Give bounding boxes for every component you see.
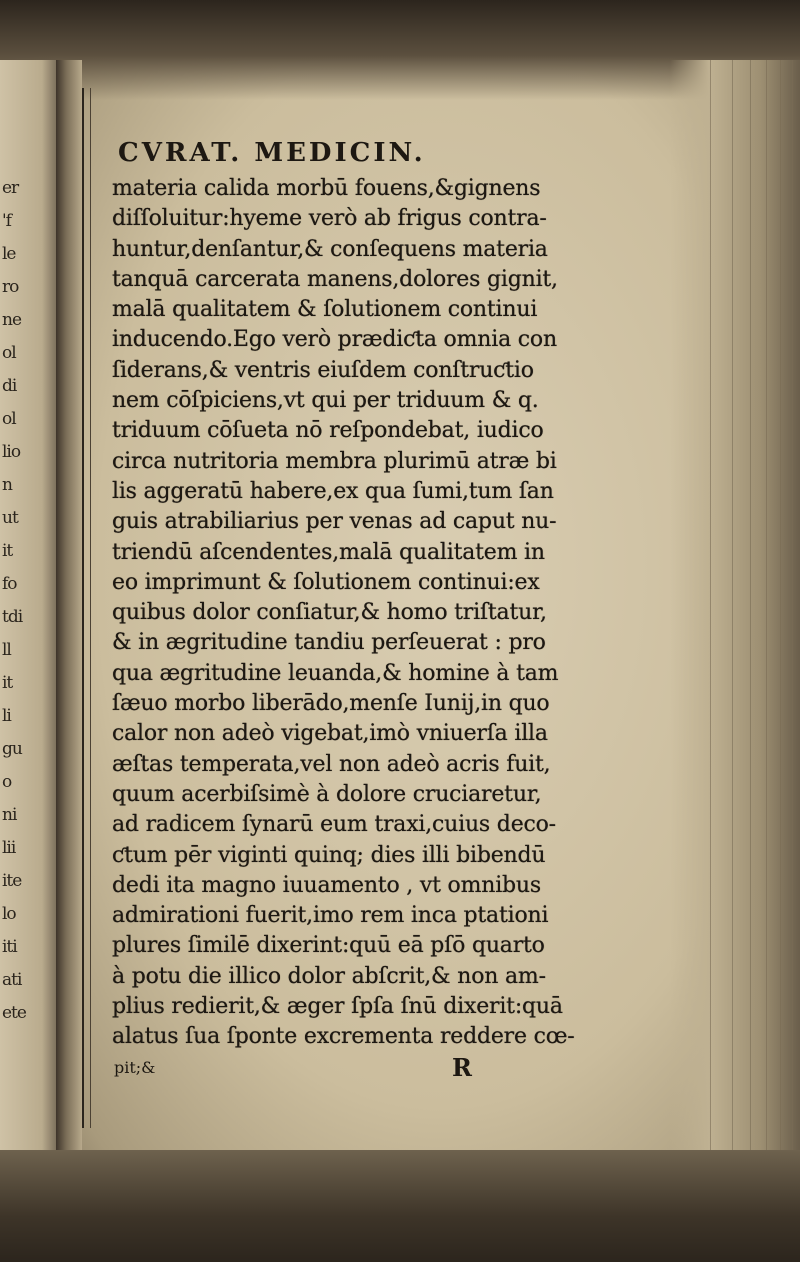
text-line: quibus dolor conſiatur,& homo triſtatur, [112, 600, 547, 626]
left-page-fragment: fo [2, 574, 17, 594]
left-page-fragment: di [2, 376, 17, 396]
left-page-fragment: ro [2, 277, 19, 297]
left-page-fragment: 'f [2, 211, 11, 231]
left-page-fragment: ut [2, 508, 18, 528]
text-line: plius redierit,& æger ſpſa ſnū dixerit:quā [112, 994, 563, 1020]
text-line: ſæuo morbo liberādo,menſe Iunij,in quo [112, 691, 550, 717]
text-line: qua ægritudine leuanda,& homine à tam [112, 660, 559, 686]
text-line: ſiderans,& ventris eiuſdem conſtruƈtio [112, 357, 534, 383]
text-line: alatus ſua ſponte excrementa reddere cœ- [112, 1024, 575, 1050]
text-line: tanquā carcerata manens,dolores gignit, [112, 266, 558, 292]
book-gutter [56, 60, 82, 1170]
text-line: & in ægritudine tandiu perſeuerat : pro [112, 630, 546, 656]
left-page-fragment: iti [2, 937, 17, 957]
left-page-fragment: er [2, 178, 19, 198]
text-line: huntur,denſantur,& conſequens materia [112, 236, 548, 262]
text-line: inducendo.Ego verò prædiƈta omnia con [112, 327, 557, 353]
text-line: quum acerbiſsimè à dolore cruciaretur, [112, 781, 542, 807]
left-page-fragment: gu [2, 739, 22, 759]
text-line: ad radicem ſynarū eum traxi,cuius deco- [112, 812, 556, 838]
left-page-fragment: ni [2, 805, 17, 825]
left-page-fragment: o [2, 772, 12, 792]
left-page-fragment: ol [2, 409, 16, 429]
text-line: eo imprimunt & ſolutionem continui:ex [112, 569, 540, 595]
left-page-fragment: le [2, 244, 16, 264]
catchword-line [112, 1053, 672, 1083]
text-line: æſtas temperata,vel non adeò acris fuit, [112, 751, 551, 777]
left-page-fragment: li [2, 706, 11, 726]
text-line: dedi ita magno iuuamento , vt omnibus [112, 872, 541, 898]
text-line: nem cōſpiciens,vt qui per triduum & q. [112, 388, 539, 414]
text-line: à potu die illico dolor abſcrit,& non am- [112, 963, 546, 989]
text-line: triendū aſcendentes,malā qualitatem in [112, 539, 545, 565]
text-line: plures ſimilē dixerint:quū eā pſō quarto [112, 933, 545, 959]
text-line: lis aggeratū habere,ex qua ſumi,tum ſan [112, 478, 554, 504]
text-line: malā qualitatem & ſolutionem continui [112, 297, 538, 323]
page-text-block [112, 138, 672, 1083]
text-line: materia calida morbū fouens,&gignens [112, 176, 541, 201]
text-line: triduum cōſueta nō reſpondebat, iudico [112, 418, 544, 444]
right-page-edges [670, 60, 800, 1170]
left-page-fragment: n [2, 475, 12, 495]
left-page-fragment: lii [2, 838, 16, 858]
left-page-fragment: ne [2, 310, 22, 330]
text-line: diſſoluitur:hyeme verò ab frigus contra- [112, 206, 547, 232]
left-page-fragment: lo [2, 904, 16, 924]
left-page-fragment: ati [2, 970, 22, 990]
text-line: ƈtum pēr viginti quinq; dies illi bibendū [112, 842, 546, 868]
signature-mark: pit;& [114, 1057, 156, 1077]
left-page-fragment: ol [2, 343, 16, 363]
text-line: guis atrabiliarius per venas ad caput nu- [112, 509, 557, 535]
left-page-fragment: it [2, 673, 13, 693]
running-head: CVRAT. MEDICIN. [118, 138, 426, 168]
left-page-fragment: it [2, 541, 13, 561]
text-line: admirationi fuerit,imo rem inca ptationi [112, 903, 549, 929]
text-line: circa nutritoria membra plurimū atræ bi [112, 448, 557, 474]
left-page-fragment: ite [2, 871, 22, 891]
left-page-fragment: ll [2, 640, 11, 660]
page-border-line [82, 88, 84, 1128]
text-lines [112, 174, 672, 1053]
left-facing-page [0, 60, 60, 1170]
left-page-fragment: tdi [2, 607, 23, 627]
text-line: calor non adeò vigebat,imò vniuerſa illa [112, 721, 548, 747]
bottom-shadow [0, 1150, 800, 1262]
catchword: R [452, 1052, 472, 1082]
page-border-line-inner [90, 88, 91, 1128]
left-page-fragment: lio [2, 442, 21, 462]
left-page-fragment: ete [2, 1003, 26, 1023]
